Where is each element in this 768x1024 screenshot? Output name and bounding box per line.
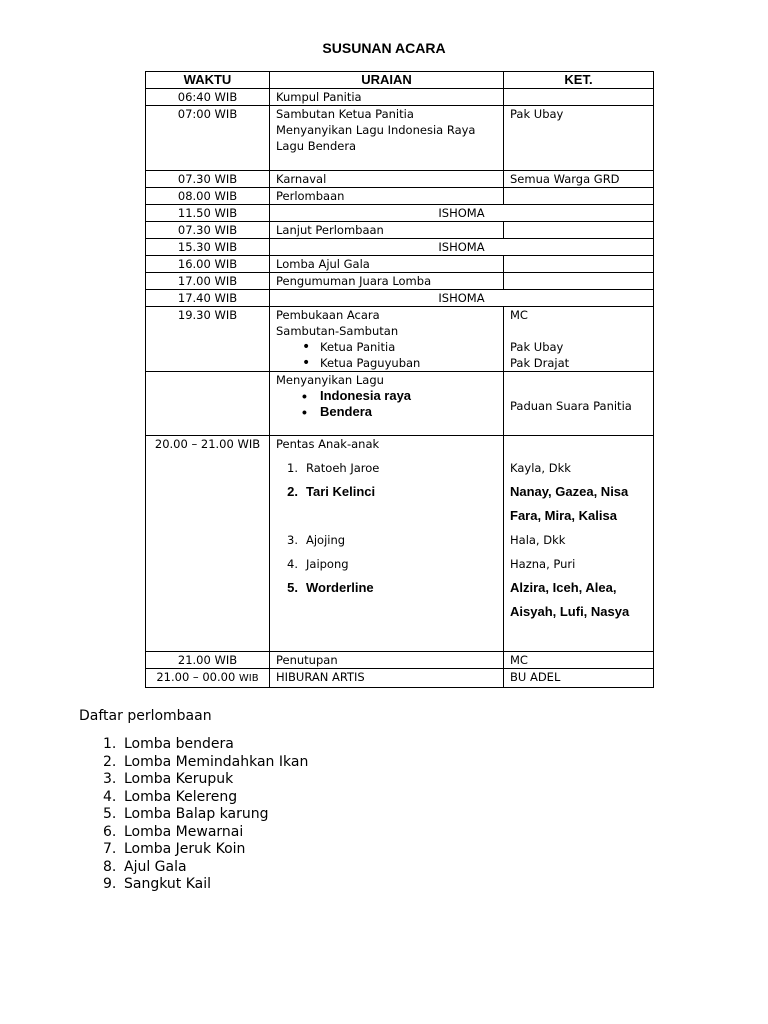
- list-item: • Bendera: [320, 404, 497, 420]
- time-unit: WIB: [238, 673, 259, 684]
- ket-line: MC: [510, 308, 528, 322]
- time-cell: 21.00 WIB: [146, 652, 270, 669]
- table-row: [146, 188, 654, 205]
- desc-cell: [270, 436, 504, 652]
- item-number: 8.: [103, 858, 117, 875]
- ishoma-cell: ISHOMA: [270, 290, 654, 307]
- ket-cell: [504, 188, 654, 205]
- ishoma-cell: ISHOMA: [270, 239, 654, 256]
- pentas-item: [276, 576, 497, 600]
- item-number: 4.: [103, 788, 117, 805]
- ket-line: Pak Drajat: [510, 356, 570, 370]
- item-label: Lomba Jeruk Koin: [124, 841, 246, 857]
- ket-cell: [504, 89, 654, 106]
- bullet-list: [276, 339, 497, 371]
- desc-cell: [270, 307, 504, 372]
- pentas-item: [276, 456, 497, 480]
- ket-cell: BU ADEL: [504, 669, 654, 688]
- item-name: Worderline: [306, 580, 374, 595]
- item-name: Jaipong: [306, 557, 349, 571]
- header-waktu: WAKTU: [146, 72, 270, 89]
- time-range: 21.00 – 00.00: [156, 670, 236, 684]
- time-cell: 11.50 WIB: [146, 205, 270, 222]
- item-number: 1.: [103, 736, 117, 752]
- item-number: 2.: [103, 753, 117, 770]
- item-label: Lomba Kerupuk: [124, 771, 234, 787]
- desc-cell: Lanjut Perlombaan: [270, 222, 504, 239]
- list-item: • Ketua Paguyuban: [320, 355, 497, 371]
- desc-line: Lagu Bendera: [276, 139, 357, 153]
- header-uraian: URAIAN: [270, 72, 504, 89]
- page-title: SUSUNAN ACARA: [322, 40, 446, 56]
- desc-cell: Penutupan: [270, 652, 504, 669]
- time-cell: 17.40 WIB: [146, 290, 270, 307]
- list-item: [103, 876, 308, 894]
- time-cell: [146, 669, 270, 688]
- table-row: [146, 372, 654, 436]
- list-item: [103, 806, 308, 824]
- ket-cell: Semua Warga GRD: [504, 171, 654, 188]
- desc-line: Sambutan Ketua Panitia: [276, 107, 414, 121]
- ket-line: Paduan Suara Panitia: [510, 399, 632, 413]
- time-cell: 06:40 WIB: [146, 89, 270, 106]
- ket-line: Fara, Mira, Kalisa: [510, 508, 617, 523]
- pentas-item: [276, 528, 497, 552]
- time-cell: 16.00 WIB: [146, 256, 270, 273]
- table-row: [146, 106, 654, 171]
- time-cell: 07.30 WIB: [146, 222, 270, 239]
- list-item: [103, 789, 308, 807]
- list-item: • Indonesia raya: [320, 388, 497, 404]
- item-label: Ajul Gala: [124, 858, 187, 875]
- ket-line: Alzira, Iceh, Alea,: [510, 580, 617, 595]
- item-name: Tari Kelinci: [306, 484, 376, 499]
- list-item: [103, 859, 308, 877]
- table-row: [146, 290, 654, 307]
- ket-line: Hazna, Puri: [510, 557, 576, 571]
- desc-line: Pembukaan Acara: [276, 308, 380, 322]
- ket-cell: [504, 436, 654, 652]
- ket-cell: [504, 273, 654, 290]
- ket-cell: [504, 372, 654, 436]
- table-row: [146, 652, 654, 669]
- bullet-list: [276, 388, 497, 420]
- desc-line: Pentas Anak-anak: [276, 437, 380, 451]
- desc-cell: Kumpul Panitia: [270, 89, 504, 106]
- table-row: [146, 222, 654, 239]
- ket-line: Kayla, Dkk: [510, 461, 571, 475]
- item-number: 2.: [287, 484, 298, 499]
- time-cell: 07.30 WIB: [146, 171, 270, 188]
- ket-line: Aisyah, Lufi, Nasya: [510, 604, 630, 619]
- time-cell: [146, 372, 270, 436]
- list-item: • Ketua Panitia: [320, 339, 497, 355]
- item-number: 4.: [287, 557, 298, 571]
- item-number: 1.: [287, 461, 298, 475]
- time-cell: 20.00 – 21.00 WIB: [146, 436, 270, 652]
- item-number: 3.: [287, 533, 298, 547]
- desc-cell: Pengumuman Juara Lomba: [270, 273, 504, 290]
- table-row: [146, 436, 654, 652]
- desc-cell: [270, 106, 504, 171]
- ket-line: Hala, Dkk: [510, 533, 566, 547]
- item-number: 6.: [103, 823, 117, 840]
- time-cell: 19.30 WIB: [146, 307, 270, 372]
- table-row: [146, 256, 654, 273]
- schedule-table: [145, 71, 654, 688]
- ket-cell: [504, 222, 654, 239]
- item-label: Lomba bendera: [124, 736, 234, 752]
- list-item: [103, 771, 308, 789]
- pentas-item: [276, 480, 497, 504]
- table-header-row: [146, 72, 654, 89]
- ket-cell: Pak Ubay: [504, 106, 654, 171]
- list-item: [103, 754, 308, 772]
- table-row: [146, 205, 654, 222]
- desc-cell: Lomba Ajul Gala: [270, 256, 504, 273]
- table-row: [146, 669, 654, 688]
- item-label: Sangkut Kail: [124, 876, 212, 892]
- time-cell: 08.00 WIB: [146, 188, 270, 205]
- desc-cell: Karnaval: [270, 171, 504, 188]
- header-ket: KET.: [504, 72, 654, 89]
- time-cell: 07:00 WIB: [146, 106, 270, 171]
- lomba-heading: Daftar perlombaan: [79, 708, 212, 724]
- item-label: Lomba Memindahkan Ikan: [124, 753, 309, 770]
- item-name: Ajojing: [306, 533, 346, 547]
- ket-cell: [504, 307, 654, 372]
- item-number: 9.: [103, 876, 117, 892]
- item-name: Ratoeh Jaroe: [306, 461, 380, 475]
- ket-line: Pak Ubay: [510, 340, 564, 354]
- pentas-item: [276, 552, 497, 576]
- desc-cell: HIBURAN ARTIS: [270, 669, 504, 688]
- table-row: [146, 171, 654, 188]
- item-number: 7.: [103, 841, 117, 857]
- time-cell: 15.30 WIB: [146, 239, 270, 256]
- item-number: 5.: [287, 580, 298, 595]
- list-item: [103, 824, 308, 842]
- table-row: [146, 89, 654, 106]
- list-item: [103, 736, 308, 754]
- desc-line: Sambutan-Sambutan: [276, 324, 399, 338]
- item-label: Lomba Kelereng: [124, 788, 238, 805]
- desc-line: Menyanyikan Lagu: [276, 373, 384, 387]
- item-number: 5.: [103, 806, 117, 822]
- desc-line: Menyanyikan Lagu Indonesia Raya: [276, 123, 476, 137]
- ket-cell: MC: [504, 652, 654, 669]
- item-label: Lomba Balap karung: [124, 806, 269, 822]
- desc-cell: Perlombaan: [270, 188, 504, 205]
- item-label: Lomba Mewarnai: [124, 823, 244, 840]
- ket-cell: [504, 256, 654, 273]
- time-cell: 17.00 WIB: [146, 273, 270, 290]
- lomba-list: [103, 736, 308, 894]
- item-number: 3.: [103, 771, 117, 787]
- list-item: [103, 841, 308, 859]
- table-row: [146, 273, 654, 290]
- table-row: [146, 239, 654, 256]
- desc-cell: [270, 372, 504, 436]
- ishoma-cell: ISHOMA: [270, 205, 654, 222]
- table-row: [146, 307, 654, 372]
- ket-line: Nanay, Gazea, Nisa: [510, 484, 629, 499]
